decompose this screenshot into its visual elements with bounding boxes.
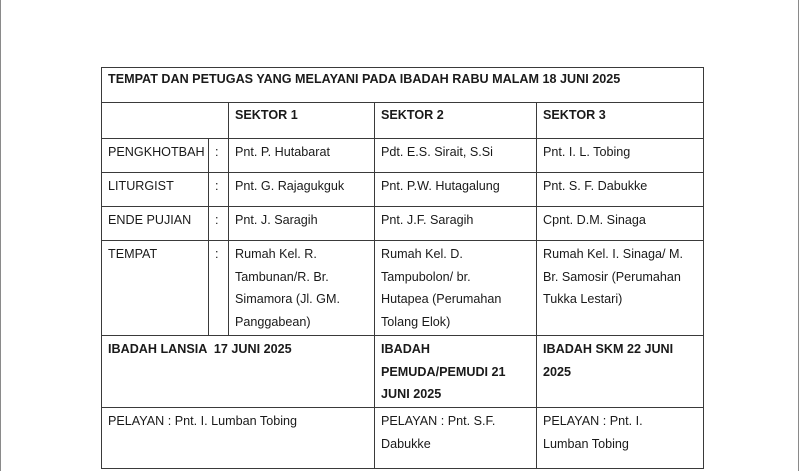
table-title: TEMPAT DAN PETUGAS YANG MELAYANI PADA IBADAH RABU MALAM 18 JUNI 2025 (102, 68, 704, 103)
sector-2-header: SEKTOR 2 (375, 103, 537, 139)
ende-pujian-sektor-1: Pnt. J. Saragih (229, 207, 375, 241)
schedule-table (101, 67, 704, 469)
title-row (102, 68, 704, 103)
tempat-sektor-2-line: Hutapea (Perumahan (381, 292, 502, 306)
tempat-sektor-2-line: Tampubolon/ br. (381, 269, 471, 284)
table-row (102, 173, 704, 207)
tempat-sektor-3-line: Tukka Lestari) (543, 292, 623, 306)
tempat-sektor-2 (375, 241, 537, 336)
page-border-left (0, 0, 1, 471)
pelayan-row (102, 408, 704, 469)
colon-separator: : (209, 139, 229, 173)
ibadah-skm-line: IBADAH SKM 22 JUNI (543, 342, 674, 356)
row-label-liturgist: LITURGIST (102, 173, 209, 207)
ibadah-skm-line: 2025 (543, 364, 572, 379)
pengkhotbah-sektor-2: Pdt. E.S. Sirait, S.Si (375, 139, 537, 173)
tempat-sektor-1-line: Panggabean) (235, 314, 311, 329)
tempat-sektor-3 (537, 241, 704, 336)
row-label-tempat: TEMPAT (102, 241, 209, 336)
ibadah-pemuda-line: PEMUDA/PEMUDI 21 (381, 364, 506, 379)
sector-3-header: SEKTOR 3 (537, 103, 704, 139)
pengkhotbah-sektor-1: Pnt. P. Hutabarat (229, 139, 375, 173)
ibadah-pemuda-line: IBADAH (381, 342, 430, 356)
tempat-sektor-2-line: Tolang Elok) (381, 314, 451, 329)
colon-separator: : (209, 207, 229, 241)
ibadah-pemuda-header (375, 336, 537, 408)
pelayan-skm-line: PELAYAN : Pnt. I. (543, 414, 643, 428)
ibadah-pemuda-line: JUNI 2025 (381, 387, 442, 401)
page-border-right (798, 0, 799, 471)
sector-1-header: SEKTOR 1 (229, 103, 375, 139)
tempat-sektor-2-line: Rumah Kel. D. (381, 247, 463, 261)
pelayan-skm (537, 408, 704, 469)
tempat-sektor-3-line: Br. Samosir (Perumahan (543, 269, 681, 284)
sector-header-row (102, 103, 704, 139)
tempat-sektor-1-line: Rumah Kel. R. (235, 247, 317, 261)
row-label-ende-pujian: ENDE PUJIAN (102, 207, 209, 241)
pelayan-lansia: PELAYAN : Pnt. I. Lumban Tobing (102, 408, 375, 469)
pengkhotbah-sektor-3: Pnt. I. L. Tobing (537, 139, 704, 173)
colon-separator: : (209, 173, 229, 207)
table-row (102, 139, 704, 173)
colon-separator: : (209, 241, 229, 336)
tempat-sektor-1-line: Tambunan/R. Br. (235, 269, 329, 284)
ende-pujian-sektor-2: Pnt. J.F. Saragih (375, 207, 537, 241)
tempat-sektor-3-line: Rumah Kel. I. Sinaga/ M. (543, 247, 683, 261)
ibadah-skm-header (537, 336, 704, 408)
pelayan-skm-line: Lumban Tobing (543, 436, 629, 451)
row-label-pengkhotbah: PENGKHOTBAH (102, 139, 209, 173)
ibadah-lansia-header: IBADAH LANSIA 17 JUNI 2025 (102, 336, 375, 408)
pelayan-pemuda (375, 408, 537, 469)
ende-pujian-sektor-3: Cpnt. D.M. Sinaga (537, 207, 704, 241)
liturgist-sektor-1: Pnt. G. Rajagukguk (229, 173, 375, 207)
table-row (102, 241, 704, 336)
ibadah-header-row (102, 336, 704, 408)
pelayan-pemuda-line: PELAYAN : Pnt. S.F. (381, 414, 496, 428)
pelayan-pemuda-line: Dabukke (381, 436, 431, 451)
liturgist-sektor-2: Pnt. P.W. Hutagalung (375, 173, 537, 207)
header-empty-cell (102, 103, 229, 139)
tempat-sektor-1-line: Simamora (Jl. GM. (235, 292, 340, 306)
table-row (102, 207, 704, 241)
tempat-sektor-1 (229, 241, 375, 336)
liturgist-sektor-3: Pnt. S. F. Dabukke (537, 173, 704, 207)
